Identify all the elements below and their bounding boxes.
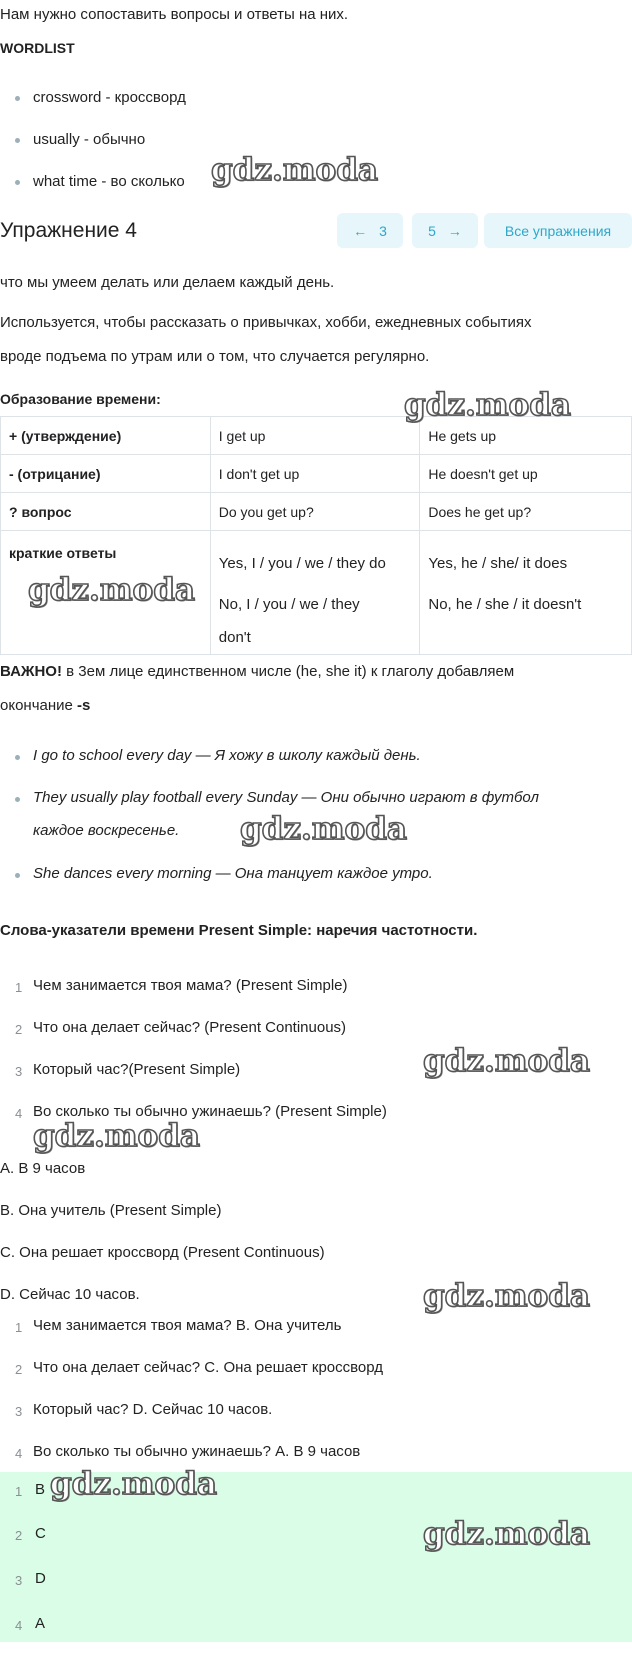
page-title: Упражнение 4: [0, 219, 137, 242]
bullet-icon: [15, 797, 20, 802]
question-item: Который час?(Present Simple): [33, 1061, 241, 1078]
watermark-logo: gdz.moda: [423, 1516, 590, 1552]
option-item: A. В 9 часов: [0, 1160, 86, 1177]
intro-text: Нам нужно сопоставить вопросы и ответы на них.: [0, 6, 349, 23]
table-row: [1, 493, 632, 531]
match-item: Чем занимается твоя мама? B. Она учитель: [33, 1317, 342, 1334]
short-answer-line: don't: [218, 629, 251, 646]
arrow-right-icon: →: [447, 222, 462, 239]
list-number: 1: [15, 1484, 23, 1499]
table-cell: He doesn't get up: [420, 455, 632, 493]
important-note: [0, 663, 514, 680]
important-label: ВАЖНО!: [0, 663, 62, 680]
example-item-cont: каждое воскресенье.: [33, 822, 180, 839]
bullet-icon: [15, 873, 20, 878]
list-number: 1: [15, 980, 23, 995]
prev-exercise-button[interactable]: [337, 213, 403, 248]
list-number: 3: [15, 1404, 23, 1419]
question-item: Что она делает сейчас? (Present Continuous): [33, 1019, 347, 1036]
match-item: Что она делает сейчас? C. Она решает кроссворд: [33, 1359, 384, 1376]
list-number: 4: [15, 1446, 23, 1461]
wordlist-item: what time - во сколько: [33, 173, 185, 190]
watermark-logo: gdz.moda: [50, 1466, 217, 1502]
list-number: 1: [15, 1320, 23, 1335]
watermark-logo: gdz.moda: [423, 1278, 590, 1314]
next-exercise-button[interactable]: [412, 213, 478, 248]
watermark-logo: gdz.moda: [33, 1118, 200, 1154]
watermark-logo: gdz.moda: [211, 152, 378, 188]
table-row-head: - (отрицание): [1, 455, 211, 493]
answer-item: B: [35, 1481, 46, 1498]
answer-item: C: [35, 1525, 46, 1542]
answer-item: A: [35, 1615, 46, 1632]
important-text: в 3ем лице единственном числе (he, she it) к глаголу добавляем: [61, 663, 515, 680]
table-cell: I get up: [210, 417, 420, 455]
important-prefix: окончание: [0, 697, 78, 714]
list-number: 2: [15, 1528, 23, 1543]
list-number: 2: [15, 1022, 23, 1037]
option-item: D. Сейчас 10 часов.: [0, 1286, 140, 1303]
theory-line: вроде подъема по утрам или о том, что случается регулярно.: [0, 348, 430, 365]
list-number: 3: [15, 1064, 23, 1079]
question-item: Чем занимается твоя мама? (Present Simple): [33, 977, 348, 994]
wordlist-item: usually - обычно: [33, 131, 146, 148]
table-cell: Does he get up?: [420, 493, 632, 531]
answer-item: D: [35, 1570, 46, 1587]
important-suffix: -s: [77, 697, 91, 714]
short-answer-line: No, he / she / it doesn't: [428, 596, 582, 613]
watermark-logo: gdz.moda: [423, 1043, 590, 1079]
table-row: [1, 455, 632, 493]
bullet-icon: [15, 138, 20, 143]
table-row-head: краткие ответы: [1, 531, 211, 655]
list-number: 4: [15, 1618, 23, 1633]
table-row-head: + (утверждение): [1, 417, 211, 455]
table-cell: [210, 531, 420, 655]
theory-line: Используется, чтобы рассказать о привычках, хобби, ежедневных событиях: [0, 314, 532, 331]
example-item: She dances every morning — Она танцует каждое утро.: [33, 865, 433, 882]
table-cell: Do you get up?: [210, 493, 420, 531]
watermark-logo: gdz.moda: [404, 387, 571, 423]
all-exercises-button[interactable]: [484, 213, 632, 248]
example-item: They usually play football every Sunday — Они обычно играют в футбол: [33, 789, 539, 806]
markers-title: Слова-указатели времени Present Simple: наречия частотности.: [0, 922, 478, 939]
arrow-left-icon: ←: [353, 222, 368, 239]
list-number: 3: [15, 1573, 23, 1588]
short-answer-line: No, I / you / we / they: [218, 596, 360, 613]
theory-line: что мы умеем делать или делаем каждый день.: [0, 274, 335, 291]
table-cell: [420, 531, 632, 655]
list-number: 4: [15, 1106, 23, 1121]
short-answer-line: Yes, he / she/ it does: [428, 555, 568, 572]
option-item: C. Она решает кроссворд (Present Continuous): [0, 1244, 325, 1261]
example-item: I go to school every day — Я хожу в школу каждый день.: [33, 747, 421, 764]
prev-exercise-label: 3: [379, 222, 387, 239]
watermark-logo: gdz.moda: [240, 811, 407, 847]
question-item: Во сколько ты обычно ужинаешь? (Present Simple): [33, 1103, 387, 1120]
option-item: B. Она учитель (Present Simple): [0, 1202, 222, 1219]
list-number: 2: [15, 1362, 23, 1377]
all-exercises-label: Все упражнения: [504, 222, 612, 239]
wordlist-title: WORDLIST: [0, 40, 75, 56]
bullet-icon: [15, 755, 20, 760]
match-item: Во сколько ты обычно ужинаешь? A. В 9 часов: [33, 1443, 361, 1460]
wordlist-item: crossword - кроссворд: [33, 89, 186, 106]
table-cell: I don't get up: [210, 455, 420, 493]
grammar-table: [0, 416, 632, 655]
watermark-logo: gdz.moda: [28, 572, 195, 608]
table-row-head: ? вопрос: [1, 493, 211, 531]
important-note-line2: [0, 697, 90, 714]
bullet-icon: [15, 96, 20, 101]
bullet-icon: [15, 180, 20, 185]
match-item: Который час? D. Сейчас 10 часов.: [33, 1401, 273, 1418]
table-cell: He gets up: [420, 417, 632, 455]
short-answer-line: Yes, I / you / we / they do: [218, 555, 386, 572]
next-exercise-label: 5: [428, 222, 436, 239]
formation-title: Образование времени:: [0, 391, 161, 407]
